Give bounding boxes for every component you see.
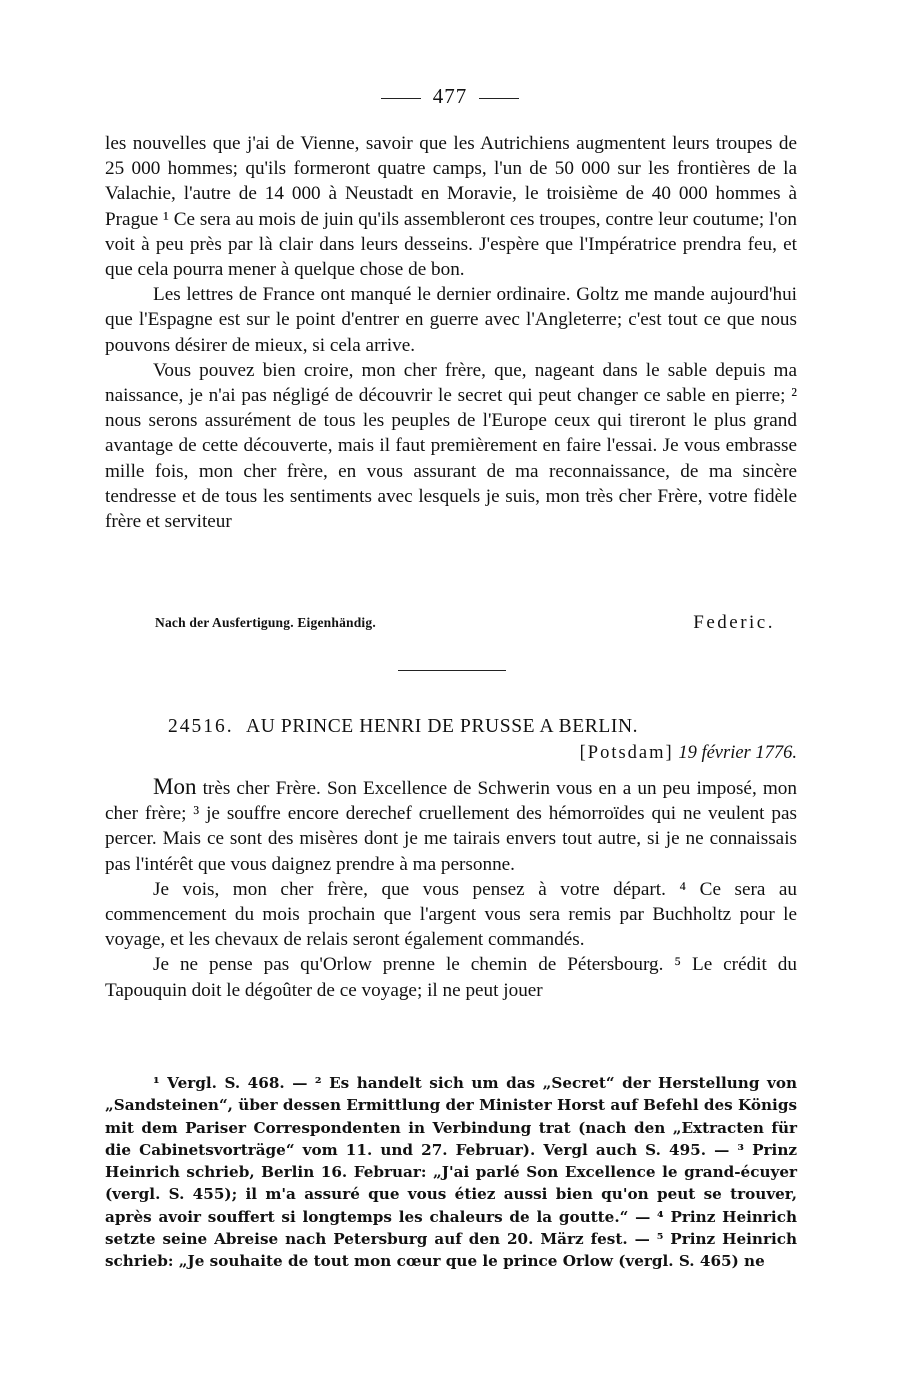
previous-letter-paragraph: Les lettres de France ont manqué le dernier ordinaire. Goltz me mande aujourd'hui que l'Espagne est sur le point d'entrer en guerre avec l'Angleterre; c'est tout ce que nous pouvons désirer de mieux, si cela arrive.: [105, 284, 797, 356]
salutation-initial: Mon: [153, 774, 197, 799]
previous-letter-paragraph: Vous pouvez bien croire, mon cher frère, que, nageant dans le sable depuis ma naissance, je n'ai pas négligé de découvrir le secret qui peut changer ce sable en pierre; ² nous serons assurément de tous les peuples de l'Europe ceux qui tireront le plus grand avantage de cette découverte, mais il faut premièrement en faire l'essai. Je vous embrasse mille fois, mon cher frère, en vous assurant de ma reconnaissance, de ma sincère tendresse et de tous les sentiments avec lesquels je suis, mon très cher Frère, votre fidèle frère et serviteur: [105, 359, 797, 533]
previous-letter-paragraph: les nouvelles que j'ai de Vienne, savoir que les Autrichiens augmentent leurs troupes de 25 000 hommes; qu'ils formeront quatre camps, l'un de 50 000 sur les frontières de la Valachie, l'autre de 14 000 à Neustadt en Moravie, le troisième de 40 000 hommes à Prague ¹ Ce sera au mois de juin qu'ils assembleront ces troupes, contre leur coutume; l'on voit à peu près par là clair dans leurs desseins. J'espère que l'Impératrice prendra feu, et que cela pourra mener à quelque chose de bon.: [105, 133, 797, 281]
letter-place: [Potsdam]: [579, 743, 674, 763]
letter-paragraph: Je ne pense pas qu'Orlow prenne le chemin de Pétersbourg. ⁵ Le crédit du Tapouquin doit le dégoûter de ce voyage; il ne peut jouer: [105, 954, 797, 1001]
signature: Federic.: [693, 612, 775, 633]
letter-paragraph: Je vois, mon cher frère, que vous pensez à votre départ. ⁴ Ce sera au commencement du mois prochain que l'argent vous sera remis par Buchholtz pour le voyage, et les chevaux de relais seront également commandés.: [105, 878, 797, 951]
page-number: 477: [432, 84, 468, 108]
source-note: Nach der Ausfertigung. Eigenhändig.: [155, 615, 376, 630]
footnote-text: ¹ Vergl. S. 468. — ² Es handelt sich um das „Secret“ der Herstellung von „Sandsteinen“, über dessen Ermittlung der Minister Horst auf Befehl des Königs mit dem Pariser Correspondenten in Verbindung trat (nach den „Extracten für die Cabinetsvorträge“ vom 11. und 27. Februar). Vergl auch S. 495. — ³ Prinz Heinrich schrieb, Berlin 16. Februar: „J'ai parlé Son Excellence le grand-écuyer (vergl. S. 455); il m'a assuré que vous étiez aussi bien qu'on peut se trouver, après avoir souffert si longtemps les chaleurs de la goutte.“ — ⁴ Prinz Heinrich setzte seine Abreise nach Petersburg auf den 20. März fest. — ⁵ Prinz Heinrich schrieb: „Je souhaite de tout mon cœur que le prince Orlow (vergl. S. 465) ne: [105, 1074, 797, 1271]
letter-recipient: AU PRINCE HENRI DE PRUSSE A BERLIN.: [246, 716, 639, 737]
letter-dateline: [580, 743, 797, 764]
letter-date: 19 février 1776.: [678, 743, 797, 763]
header-dash-right: [479, 98, 519, 99]
letter-signoff: [155, 612, 797, 638]
letter-number: 24516.: [168, 716, 234, 737]
header-dash-left: [381, 98, 421, 99]
letter-body: [105, 774, 797, 1003]
letter-heading: [168, 716, 638, 738]
page-header: [0, 84, 900, 109]
letter-paragraph: [105, 774, 797, 877]
section-divider: [398, 670, 506, 671]
letter-paragraph-text: très cher Frère. Son Excellence de Schwerin vous en a un peu imposé, mon cher frère; ³ je souffre encore derechef cruellement des hémorroïdes qui ne veulent pas percer. Mais ce sont des misères dont je me tairais envers tout autre, si je ne connaissais pas l'intérêt que vous daignez prendre à ma personne.: [105, 778, 797, 875]
footnotes: [105, 1072, 797, 1273]
previous-letter-body: [105, 131, 797, 534]
